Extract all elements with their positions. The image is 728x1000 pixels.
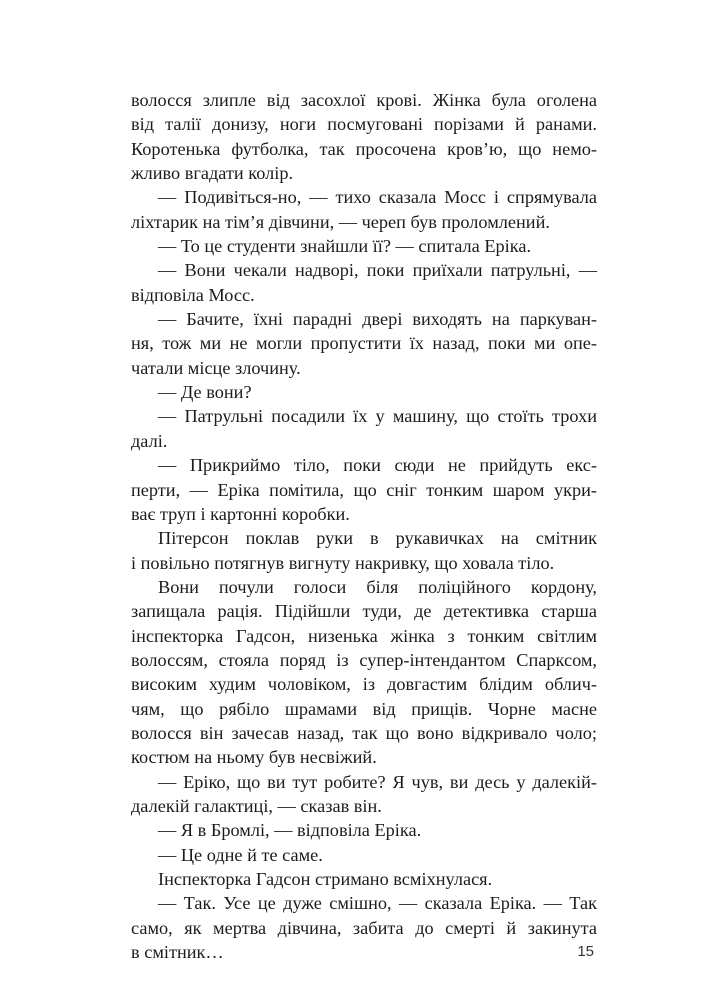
text-line: в смітник… <box>131 942 224 963</box>
text-line: — Вони чекали надворі, поки приїхали патрульні, — <box>158 260 597 281</box>
text-line: далекій галактиці, — сказав він. <box>131 795 382 816</box>
text-line: ліхтарик на тім’я дівчини, — череп був проломлений. <box>131 211 550 232</box>
text-line: — Еріко, що ви тут робите? Я чув, ви десь у далекій- <box>158 771 597 792</box>
text-line: костюм на ньому був несвіжий. <box>131 747 377 768</box>
text-line: відповіла Мосс. <box>131 284 255 305</box>
text-line: — Прикриймо тіло, поки сюди не прийдуть екс- <box>158 455 597 476</box>
text-line: інспекторка Гадсон, низенька жінка з тонким світлим <box>131 625 597 646</box>
text-line: Коротенька футболка, так просочена кров’ю, що немо- <box>131 138 597 159</box>
text-line: — Так. Усе це дуже смішно, — сказала Еріка. — Так <box>158 893 597 914</box>
text-line: далі. <box>131 430 168 451</box>
text-line: волосся злипле від засохлої крові. Жінка була оголена <box>131 90 597 110</box>
text-line: — Патрульні посадили їх у машину, що стоїть трохи <box>158 406 597 427</box>
text-line: — Подивіться-но, — тихо сказала Мосс і спрямувала <box>158 187 597 208</box>
text-line: — То це студенти знайшли її? — спитала Еріка. <box>158 236 532 257</box>
text-line: перти, — Еріка помітила, що сніг тонким шаром укри- <box>131 479 597 500</box>
text-line: — Я в Бромлі, — відповіла Еріка. <box>158 820 422 841</box>
text-line: від талії донизу, ноги посмуговані порізами й ранами. <box>131 114 597 135</box>
text-line: чям, що рябіло шрамами від прищів. Чорне масне <box>131 698 597 719</box>
text-line: само, як мертва дівчина, забита до смерті й закинута <box>131 917 597 938</box>
text-line: ня, тож ми не могли пропустити їх назад, поки ми опе- <box>131 333 597 354</box>
page-number: 15 <box>577 943 594 960</box>
text-line: — Бачите, їхні парадні двері виходять на паркуван- <box>158 309 597 330</box>
text-line: жливо вгадати колір. <box>131 163 294 184</box>
text-line: Пітерсон поклав руки в рукавичках на смітник <box>158 528 597 549</box>
text-line: — Це одне й те саме. <box>158 844 323 865</box>
text-line: волоссям, стояла поряд із супер-інтендантом Спарксом, <box>131 649 597 670</box>
text-line: ває труп і картонні коробки. <box>131 503 350 524</box>
text-line: — Де вони? <box>158 382 252 403</box>
text-line: Інспекторка Гадсон стримано всміхнулася. <box>158 869 493 889</box>
text-line: і повільно потягнув вигнуту накривку, що ховала тіло. <box>131 552 555 573</box>
text-line: волосся він зачесав назад, так що воно відкривало чоло; <box>131 722 597 743</box>
text-line: чатали місце злочину. <box>131 357 301 378</box>
body-text <box>131 88 597 964</box>
text-line: запищала рація. Підійшли туди, де детективка старша <box>131 601 597 622</box>
text-line: Вони почули голоси біля поліційного кордону, <box>158 576 597 597</box>
text-line: високим худим чоловіком, із довгастим блідим облич- <box>131 674 597 695</box>
